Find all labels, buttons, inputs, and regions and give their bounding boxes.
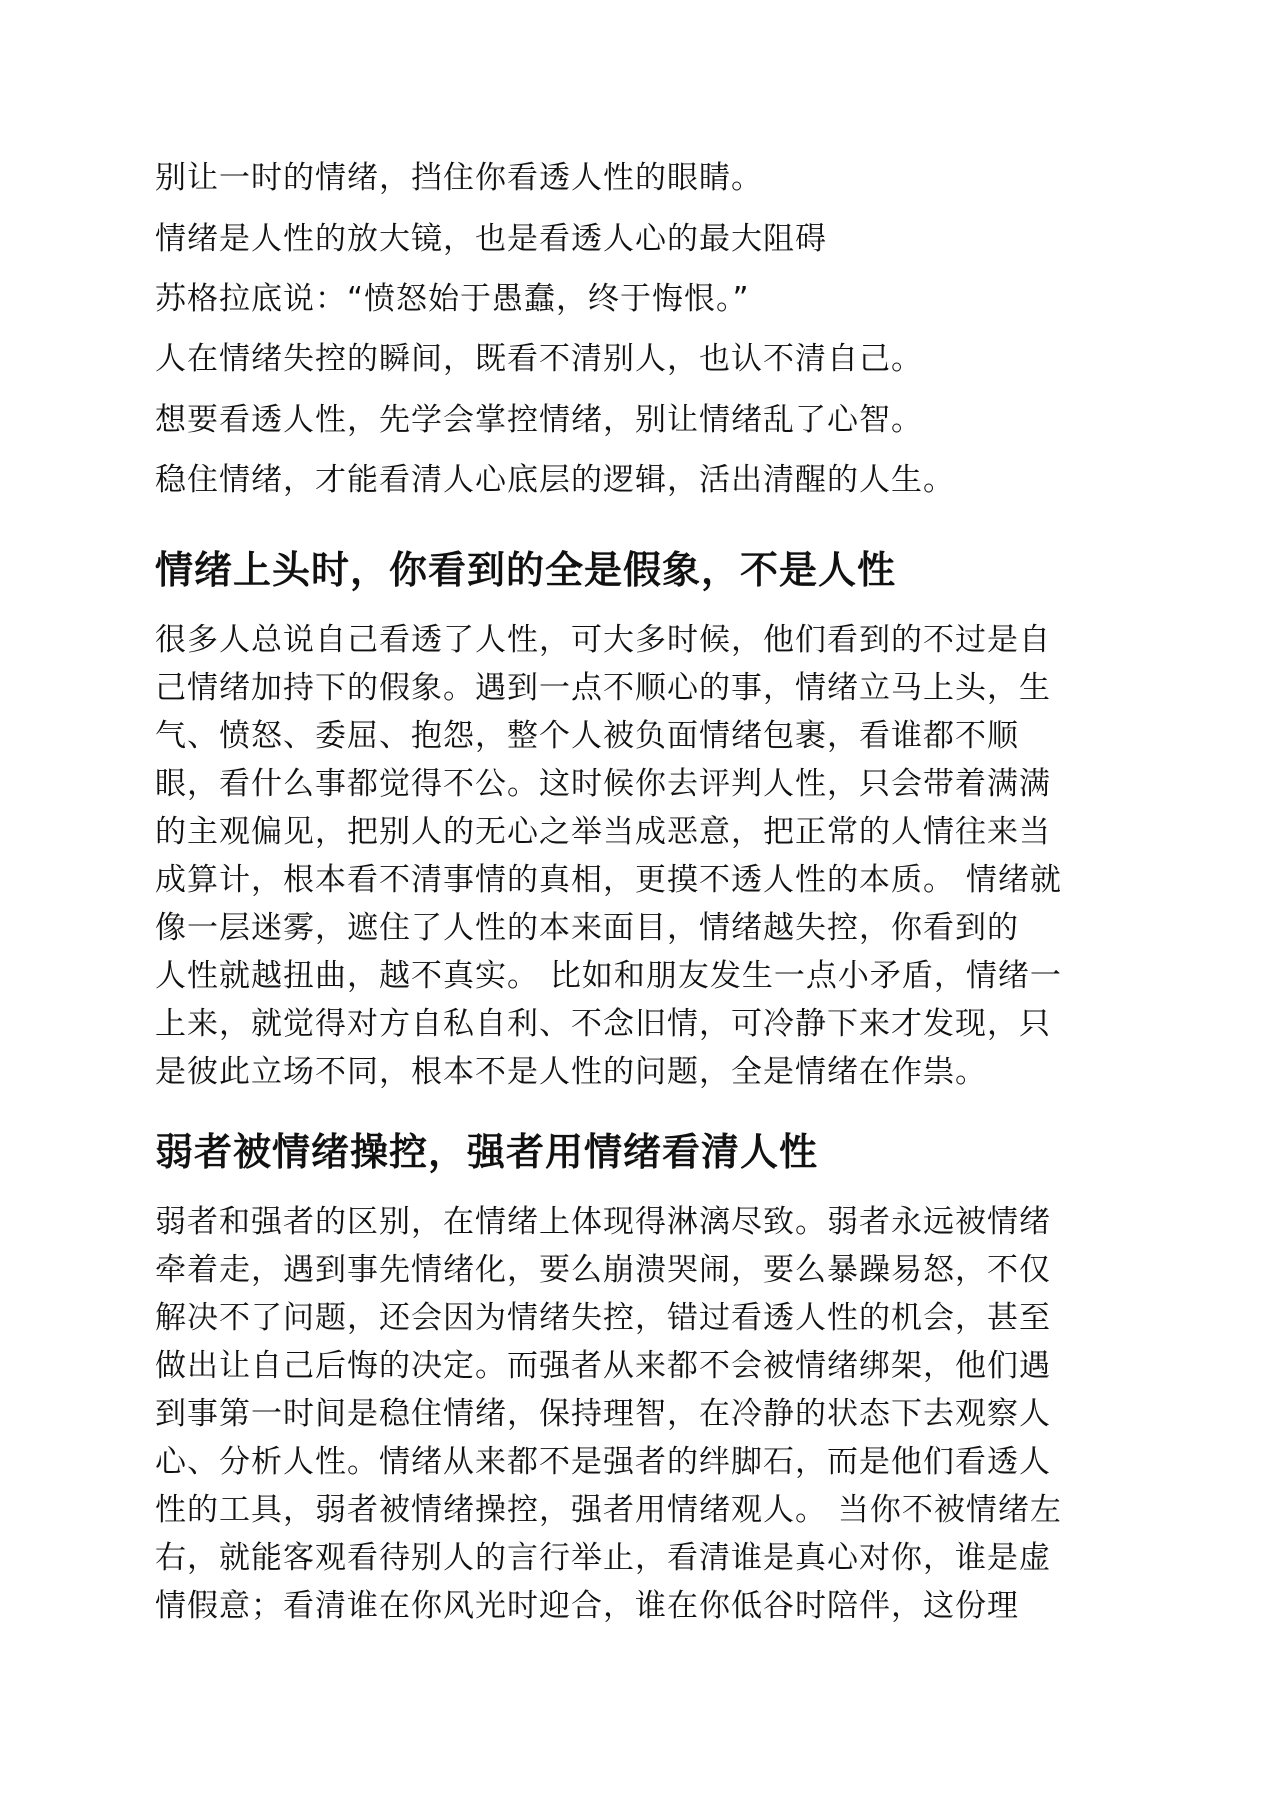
section-2-line: 解决不了问题，还会因为情绪失控，错过看透人性的机会，甚至 xyxy=(155,1300,1051,1336)
section-1-line: 人性就越扭曲，越不真实。 比如和朋友发生一点小矛盾，情绪一 xyxy=(155,958,1062,994)
intro-line: 稳住情绪，才能看清人心底层的逻辑，活出清醒的人生。 xyxy=(155,462,955,498)
section-2-line: 牵着走，遇到事先情绪化，要么崩溃哭闹，要么暴躁易怒，不仅 xyxy=(155,1252,1051,1288)
section-1-line: 是彼此立场不同，根本不是人性的问题，全是情绪在作祟。 xyxy=(155,1054,987,1090)
section-2-line: 心、分析人性。情绪从来都不是强者的绊脚石，而是他们看透人 xyxy=(155,1444,1051,1480)
section-2-line: 到事第一时间是稳住情绪，保持理智，在冷静的状态下去观察人 xyxy=(155,1396,1051,1432)
intro-line: 想要看透人性，先学会掌控情绪，别让情绪乱了心智。 xyxy=(155,402,923,438)
section-1-line: 成算计，根本看不清事情的真相，更摸不透人性的本质。 情绪就 xyxy=(155,862,1062,898)
section-1-line: 的主观偏见，把别人的无心之举当成恶意，把正常的人情往来当 xyxy=(155,814,1051,850)
section-1-line: 己情绪加持下的假象。遇到一点不顺心的事，情绪立马上头，生 xyxy=(155,670,1051,706)
intro-line: 苏格拉底说：“愤怒始于愚蠢，终于悔恨。” xyxy=(155,281,750,317)
intro-line: 别让一时的情绪，挡住你看透人性的眼睛。 xyxy=(155,160,763,196)
section-2-line: 性的工具，弱者被情绪操控，强者用情绪观人。 当你不被情绪左 xyxy=(155,1492,1062,1528)
section-1-line: 气、愤怒、委屈、抱怨，整个人被负面情绪包裹，看谁都不顺 xyxy=(155,718,1019,754)
section-1-heading: 情绪上头时，你看到的全是假象，不是人性 xyxy=(155,548,897,592)
section-2-heading: 弱者被情绪操控，强者用情绪看清人性 xyxy=(155,1130,819,1174)
section-1-line: 很多人总说自己看透了人性，可大多时候，他们看到的不过是自 xyxy=(155,622,1051,658)
section-2-line: 右，就能客观看待别人的言行举止，看清谁是真心对你，谁是虚 xyxy=(155,1540,1051,1576)
intro-line: 情绪是人性的放大镜，也是看透人心的最大阻碍 xyxy=(155,221,827,257)
section-2-line: 弱者和强者的区别，在情绪上体现得淋漓尽致。弱者永远被情绪 xyxy=(155,1204,1051,1240)
section-2-line: 情假意；看清谁在你风光时迎合，谁在你低谷时陪伴，这份理 xyxy=(155,1588,1019,1624)
section-2-line: 做出让自己后悔的决定。而强者从来都不会被情绪绑架，他们遇 xyxy=(155,1348,1051,1384)
section-1-line: 像一层迷雾，遮住了人性的本来面目，情绪越失控，你看到的 xyxy=(155,910,1019,946)
section-1-line: 上来，就觉得对方自私自利、不念旧情，可冷静下来才发现，只 xyxy=(155,1006,1051,1042)
intro-line: 人在情绪失控的瞬间，既看不清别人，也认不清自己。 xyxy=(155,341,923,377)
section-1-line: 眼，看什么事都觉得不公。这时候你去评判人性，只会带着满满 xyxy=(155,766,1051,802)
